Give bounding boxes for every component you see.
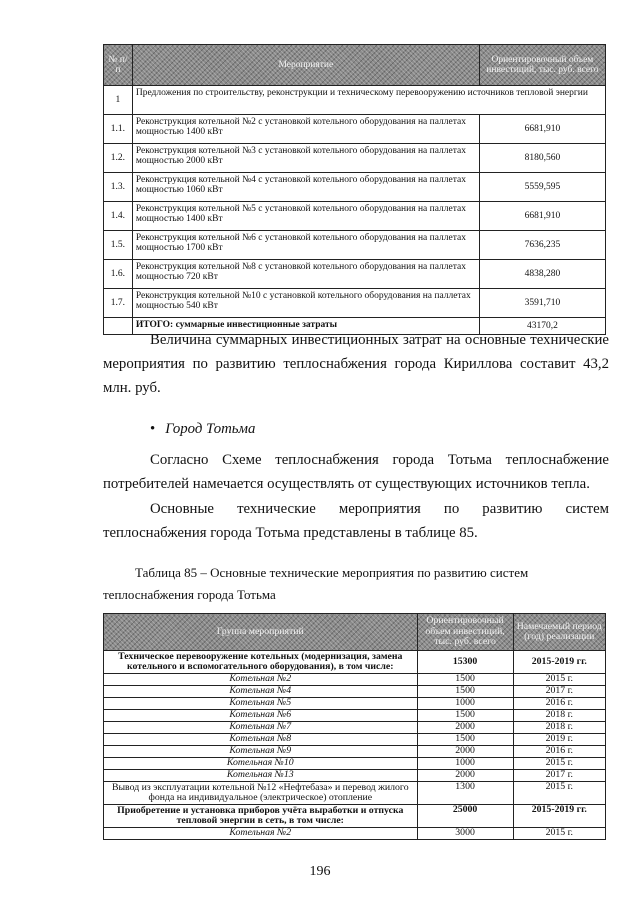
boiler-value: 2000 [417,722,513,734]
row-num: 1.7. [104,289,133,318]
table-caption: Таблица 85 – Основные технические мероприятия по развитию систем теплоснабжения города Тотьма [103,565,529,602]
row-text: Реконструкция котельной №2 с установкой котельного оборудования на паллетах мощностью 1400 кВт [132,115,479,144]
table-row [104,173,606,202]
table-row [104,828,606,840]
paragraph-totma-table-ref: Основные технические мероприятия по развитию систем теплоснабжения города Тотьма представлены в таблице 85. [103,501,609,541]
boiler-period: 2017 г. [513,686,605,698]
bullet-text: Город Тотьма [165,421,256,437]
decommission-period: 2015 г. [513,782,605,805]
row-value: 4838,280 [479,260,605,289]
header-group: Группа мероприятий [104,614,418,651]
boiler-name: Котельная №7 [104,722,418,734]
row-text: Реконструкция котельной №10 с установкой котельного оборудования на паллетах мощностью 540 кВт [132,289,479,318]
header-num: № п/п [104,45,133,86]
row-num: 1.4. [104,202,133,231]
meter-boiler-value: 3000 [417,828,513,840]
boiler-value: 1500 [417,734,513,746]
row-num: 1.5. [104,231,133,260]
boiler-name: Котельная №5 [104,698,418,710]
row-value: 8180,560 [479,144,605,173]
paragraph-totma-scheme: Согласно Схеме теплоснабжения города Тотьма теплоснабжение потребителей намечается осуществлять от существующих источников тепла. [103,452,609,492]
kirillov-investment-table [103,44,606,335]
decommission-text: Вывод из эксплуатации котельной №12 «Нефтебаза» и перевод жилого фонда на индивидуальное (электрическое) отопление [104,782,418,805]
group1-value: 15300 [417,651,513,674]
row-text: Реконструкция котельной №8 с установкой котельного оборудования на паллетах мощностью 720 кВт [132,260,479,289]
group2-period: 2015-2019 гг. [513,805,605,828]
section-num: 1 [104,86,133,115]
decommission-value: 1300 [417,782,513,805]
table-row [104,746,606,758]
table-row [104,231,606,260]
boiler-value: 1500 [417,674,513,686]
table-row [104,115,606,144]
header-period: Намечаемый период (год) реализации [513,614,605,651]
row-value: 7636,235 [479,231,605,260]
boiler-name: Котельная №8 [104,734,418,746]
boiler-period: 2018 г. [513,722,605,734]
group1-text: Техническое перевооружение котельных (модернизация, замена котельного и вспомогательного оборудования), в том числе: [104,651,418,674]
header-event: Мероприятие [132,45,479,86]
boiler-period: 2015 г. [513,758,605,770]
table-row [104,710,606,722]
totma-measures-table [103,613,606,840]
table-row [104,144,606,173]
boiler-value: 1000 [417,758,513,770]
row-text: Реконструкция котельной №3 с установкой котельного оборудования на паллетах мощностью 2000 кВт [132,144,479,173]
meter-boiler-period: 2015 г. [513,828,605,840]
table-row [104,202,606,231]
meter-boiler-name: Котельная №2 [104,828,418,840]
table-row [104,770,606,782]
bullet-mark: • [150,421,156,437]
total-value: 43170,2 [479,318,605,335]
row-value: 3591,710 [479,289,605,318]
row-text: Реконструкция котельной №6 с установкой котельного оборудования на паллетах мощностью 1700 кВт [132,231,479,260]
row-num: 1.3. [104,173,133,202]
header-invest: Ориентировочный объем инвестиций, тыс. руб. всего [479,45,605,86]
table-row [104,260,606,289]
row-text: Реконструкция котельной №4 с установкой котельного оборудования на паллетах мощностью 1060 кВт [132,173,479,202]
boiler-period: 2018 г. [513,710,605,722]
table-row [104,698,606,710]
boiler-period: 2016 г. [513,698,605,710]
table-row [104,686,606,698]
paragraph-total-kirillov: Величина суммарных инвестиционных затрат на основные технические мероприятия по развитию теплоснабжения города Кириллова составит 43,2 млн. руб. [103,332,609,396]
table-row [104,734,606,746]
boiler-name: Котельная №13 [104,770,418,782]
page-number: 196 [309,864,331,879]
boiler-period: 2015 г. [513,674,605,686]
boiler-name: Котельная №10 [104,758,418,770]
table-row [104,758,606,770]
boiler-value: 1000 [417,698,513,710]
boiler-name: Котельная №9 [104,746,418,758]
row-num: 1.2. [104,144,133,173]
group1-period: 2015-2019 гг. [513,651,605,674]
row-text: Реконструкция котельной №5 с установкой котельного оборудования на паллетах мощностью 1400 кВт [132,202,479,231]
boiler-name: Котельная №4 [104,686,418,698]
header-invest: Ориентировочный объем инвестиций, тыс. руб. всего [417,614,513,651]
table-row [104,289,606,318]
table-row [104,722,606,734]
section-text: Предложения по строительству, реконструкции и техническому перевооружению источников тепловой энергии [132,86,605,115]
table-row [104,674,606,686]
table-row [104,782,606,805]
boiler-name: Котельная №6 [104,710,418,722]
boiler-period: 2019 г. [513,734,605,746]
boiler-value: 2000 [417,770,513,782]
row-value: 5559,595 [479,173,605,202]
row-num: 1.6. [104,260,133,289]
boiler-value: 2000 [417,746,513,758]
row-value: 6681,910 [479,115,605,144]
total-label: ИТОГО: суммарные инвестиционные затраты [132,318,479,335]
group2-text: Приобретение и установка приборов учёта выработки и отпуска тепловой энергии в сеть, в том числе: [104,805,418,828]
group2-value: 25000 [417,805,513,828]
row-value: 6681,910 [479,202,605,231]
boiler-period: 2017 г. [513,770,605,782]
boiler-period: 2016 г. [513,746,605,758]
boiler-value: 1500 [417,710,513,722]
boiler-name: Котельная №2 [104,674,418,686]
row-num: 1.1. [104,115,133,144]
boiler-value: 1500 [417,686,513,698]
bullet-totma [150,421,255,438]
